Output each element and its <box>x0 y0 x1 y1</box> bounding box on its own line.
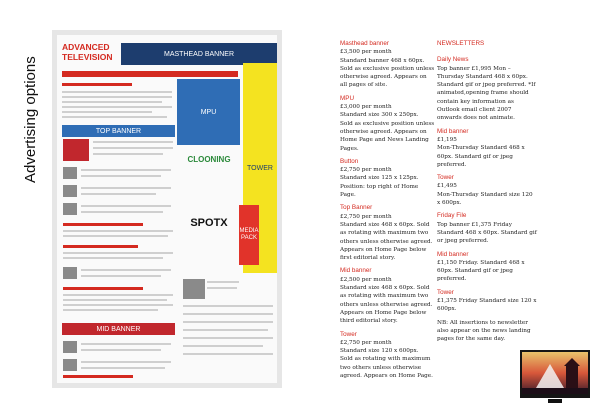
mockup-headline <box>63 375 133 378</box>
ad-option-heading: MPU <box>340 94 354 102</box>
mockup-text-line <box>183 353 273 355</box>
mockup-thumbnail <box>63 167 77 179</box>
newsletter-option-body: £1,150 Friday. Standard 468 x 60px. Standard gif or jpeg preferred. <box>437 259 525 283</box>
mockup-text-line <box>81 175 161 177</box>
ad-option-button <box>340 158 435 199</box>
mockup-text-line <box>93 141 173 143</box>
mockup-headline <box>63 223 143 226</box>
mockup-thumbnail <box>63 139 89 161</box>
mockup-thumbnail <box>183 279 205 299</box>
newsletter-option-heading: Tower <box>437 174 454 182</box>
masthead-banner-slot: MASTHEAD BANNER <box>121 43 277 65</box>
television-screen-graphic <box>520 350 590 398</box>
newsletter-option-friday-mid-banner <box>437 251 537 284</box>
mockup-text-line <box>63 304 173 306</box>
mockup-text-line <box>81 367 165 369</box>
ad-option-heading: Top Banner <box>340 204 373 212</box>
ad-option-heading: Masthead banner <box>340 40 390 47</box>
newsletter-option-daily-news <box>437 56 537 122</box>
newsletter-option-friday-tower <box>437 289 537 314</box>
mockup-text-line <box>183 321 273 323</box>
mockup-text-line <box>81 211 163 213</box>
mockup-headline <box>62 83 132 86</box>
ad-option-heading: Button <box>340 157 359 165</box>
mockup-text-line <box>62 111 152 113</box>
page-title-text: Advertising options <box>22 56 39 183</box>
mockup-text-line <box>63 257 163 259</box>
newsletters-title: NEWSLETTERS <box>437 40 485 47</box>
ad-option-tower <box>340 331 435 381</box>
ad-option-masthead <box>340 40 435 90</box>
website-mockup <box>52 30 282 388</box>
mockup-text-line <box>81 187 171 189</box>
mockup-text-line <box>63 252 173 254</box>
newsletter-option-friday-file <box>437 212 537 245</box>
mpu-slot: MPU <box>177 79 240 145</box>
website-mockup-page <box>57 35 277 383</box>
page-title <box>18 15 42 185</box>
mockup-text-line <box>183 305 273 307</box>
mockup-text-line <box>183 345 263 347</box>
television-image <box>520 350 590 398</box>
mockup-thumbnail <box>63 359 77 371</box>
mid-banner-slot: MID BANNER <box>62 323 175 335</box>
spotx-logo: SPOTX <box>190 217 228 229</box>
mockup-text-line <box>183 313 273 315</box>
mockup-text-line <box>63 230 173 232</box>
newsletter-option-heading: Friday File <box>437 212 467 220</box>
mockup-text-line <box>63 309 158 311</box>
mockup-headline <box>63 287 143 290</box>
newsletter-option-body: £1,375 Friday Standard size 120 x 600px. <box>437 298 537 313</box>
newsletter-options-column <box>437 40 537 349</box>
ad-option-heading: Mid banner <box>340 267 372 275</box>
mockup-text-line <box>81 349 161 351</box>
cloning-logo: CLOONING <box>187 154 231 164</box>
ad-option-mpu <box>340 95 435 153</box>
mockup-text-line <box>93 147 173 149</box>
television-stand <box>548 399 562 403</box>
mockup-text-line <box>62 91 172 93</box>
newsletter-option-body: £1,495 Mon-Thursday Standard size 120 x 600px. <box>437 183 533 207</box>
mockup-text-line <box>81 169 171 171</box>
newsletter-option-tower <box>437 174 537 207</box>
ad-option-body: £2,750 per month Standard size 125 x 125px. Position: top right of Home Page. <box>340 167 419 199</box>
web-options-column <box>340 40 435 385</box>
top-banner-slot: TOP BANNER <box>62 125 175 137</box>
mockup-thumbnail <box>63 203 77 215</box>
mockup-text-line <box>207 287 237 289</box>
ad-option-body: £2,500 per month Standard size 468 x 60px. Sold as rotating with maximum two others unless otherwise agreed. Appears on Home Page below third editorial story. <box>340 276 433 325</box>
mockup-logo: ADVANCED TELEVISION <box>62 42 113 62</box>
ad-option-body: £2,750 per month Standard size 468 x 60px. Sold as rotating with maximum two others unless otherwise agreed. Appears on Home Page below first editorial story. <box>340 213 433 262</box>
mockup-text-line <box>81 275 161 277</box>
mockup-text-line <box>81 193 156 195</box>
newsletter-option-body: £1,195 Mon-Thursday Standard 468 x 60px. Standard gif or jpeg preferred. <box>437 136 525 168</box>
mockup-headline <box>63 245 138 248</box>
mockup-thumbnail <box>63 267 77 279</box>
mockup-nav-bar <box>62 71 238 77</box>
ad-option-heading: Tower <box>340 330 357 338</box>
media-pack-slot: MEDIA PACK <box>239 205 259 265</box>
mockup-thumbnail <box>63 185 77 197</box>
mockup-text-line <box>63 299 167 301</box>
mockup-text-line <box>93 153 163 155</box>
tower-slot: TOWER <box>243 63 277 273</box>
newsletter-option-body: Top banner £1,375 Friday Standard 468 x 60px. Standard gif or jpeg preferred. <box>437 221 537 245</box>
mockup-text-line <box>62 101 162 103</box>
ad-option-body: £3,500 per month Standard banner 468 x 60px. Sold as exclusive position unless otherwise agreed. Appears on all pages of site. <box>340 49 435 89</box>
ad-option-mid-banner <box>340 267 435 325</box>
newsletter-note: NB: All insertions to newsletter also appear on the news landing pages for the same day. <box>437 319 531 343</box>
mockup-text-line <box>183 329 268 331</box>
newsletter-option-mid-banner <box>437 128 537 169</box>
mockup-text-line <box>62 106 172 108</box>
mockup-thumbnail <box>63 341 77 353</box>
mockup-text-line <box>62 96 172 98</box>
newsletter-option-heading: Tower <box>437 288 454 296</box>
ad-option-top-banner <box>340 204 435 262</box>
newsletter-option-heading: Mid banner <box>437 250 469 258</box>
mockup-text-line <box>81 269 171 271</box>
newsletter-option-body: Top banner £1,995 Mon – Thursday Standard 468 x 60px. Standard gif or jpeg preferred. *If animated,opening frame should contain key information as Outlook email client 2007 onwards does not animate. <box>437 65 536 122</box>
ad-option-body: £2,750 per month Standard size 120 x 600px. Sold as rotating with maximum two others unless otherwise agreed. Appears on Home Page. <box>340 339 433 379</box>
mockup-text-line <box>63 235 168 237</box>
mockup-text-line <box>62 116 167 118</box>
mockup-text-line <box>207 281 239 283</box>
newsletter-option-heading: Mid banner <box>437 127 469 135</box>
mockup-text-line <box>63 294 173 296</box>
mockup-text-line <box>81 205 171 207</box>
mockup-text-line <box>183 337 273 339</box>
mockup-text-line <box>81 343 171 345</box>
mockup-text-line <box>81 361 171 363</box>
newsletter-option-heading: Daily News <box>437 56 469 64</box>
ad-option-body: £3,000 per month Standard size 300 x 250px. Sold as exclusive position unless otherwise agreed. Appears on Home Page and News Landing Pages. <box>340 104 435 152</box>
